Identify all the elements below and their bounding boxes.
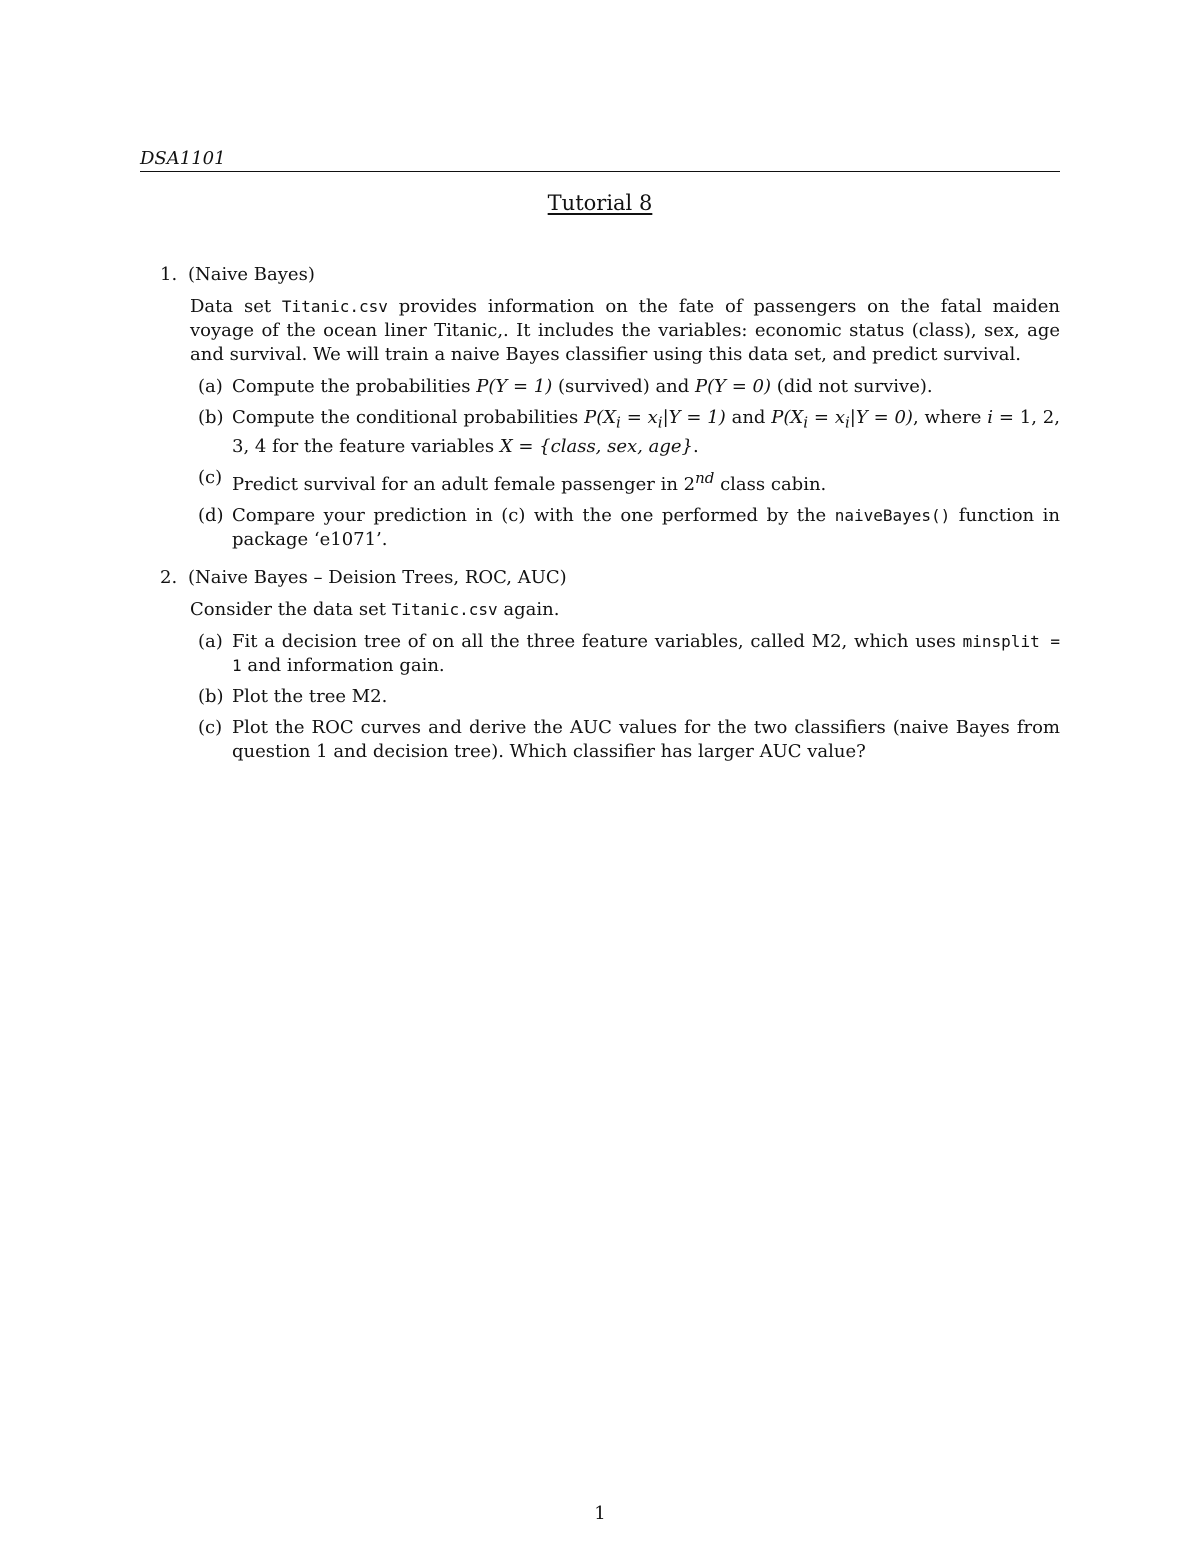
part-label: (c): [198, 717, 223, 738]
intro-text: provides information on the fate of passengers on the fatal maiden voyage of the ocean liner Titanic,. It includes the variables: economic status (class), sex, age and survival. We will train a naive Bayes classifier using this data set, and predict survival.: [190, 296, 1061, 365]
page-number: 1: [594, 1503, 606, 1524]
part-label: (d): [198, 504, 224, 526]
math-expression: i: [987, 407, 994, 428]
intro-text: Data set: [190, 296, 282, 317]
function-name: naiveBayes(): [834, 505, 951, 525]
part-text: Compute the conditional probabilities: [232, 407, 585, 428]
math-expression: X = {class, sex, age}: [499, 435, 693, 457]
dataset-filename: Titanic.csv: [281, 297, 388, 316]
part-1c: [198, 466, 1060, 497]
part-1d: [198, 504, 1060, 552]
question-1-heading: [160, 263, 1060, 287]
part-text: .: [692, 435, 699, 457]
part-2b: [198, 685, 1060, 709]
question-1-parts: [160, 375, 1060, 552]
document-title: [0, 191, 1200, 215]
part-text: class cabin.: [714, 473, 827, 495]
parameter-code: minsplit = 1: [232, 632, 1060, 675]
question-number: 2.: [160, 567, 178, 588]
course-code: DSA1101: [140, 148, 226, 169]
part-text: Plot the tree M2.: [232, 686, 388, 707]
question-title: (Naive Bayes – Deision Trees, ROC, AUC): [188, 567, 567, 588]
math-expression: $P(X_i = x_i|Y = 0)$: [771, 407, 913, 432]
math-expression: P(Y = 1): [476, 376, 553, 397]
part-1a: [198, 375, 1060, 399]
question-1-intro: [190, 295, 1060, 367]
part-text: and: [725, 407, 772, 428]
part-label: (b): [198, 686, 224, 707]
intro-text: again.: [497, 599, 560, 620]
part-label: (a): [198, 376, 223, 397]
page-header: [140, 147, 1060, 172]
math-expression: P(Y = 0): [695, 376, 772, 397]
question-2-heading: [160, 566, 1060, 590]
part-text: Plot the ROC curves and derive the AUC values for the two classifiers (naive Bayes from question 1 and decision tree). Which classifier has larger AUC value?: [232, 717, 1060, 762]
part-label: (c): [198, 466, 223, 488]
part-text: , where: [912, 407, 988, 428]
part-text: and information gain.: [241, 655, 445, 676]
question-number: 1.: [160, 264, 178, 285]
part-text: (survived) and: [552, 376, 696, 397]
part-text: = 1, 2, 3, 4 for the feature variables: [232, 407, 1060, 457]
part-text: (did not survive).: [771, 376, 933, 397]
question-2: [160, 566, 1060, 771]
part-2c: [198, 716, 1060, 764]
superscript: nd: [695, 468, 715, 487]
part-1b: [198, 406, 1060, 459]
part-label: (a): [198, 631, 223, 652]
part-text: Compare your prediction in (c) with the one performed by the: [232, 504, 835, 526]
part-label: (b): [198, 407, 224, 428]
question-2-intro: [190, 598, 1060, 622]
math-expression: $P(X_i = x_i|Y = 1)$: [584, 407, 726, 432]
dataset-filename: Titanic.csv: [391, 600, 498, 619]
question-2-parts: [160, 630, 1060, 764]
intro-text: Consider the data set: [190, 599, 392, 620]
part-text: Compute the probabilities: [232, 376, 477, 397]
document-title-text: Tutorial 8: [547, 191, 653, 215]
part-text: function in package ‘e1071’.: [232, 504, 1060, 550]
question-title: (Naive Bayes): [188, 264, 315, 285]
part-text: Fit a decision tree of on all the three feature variables, called M2, which uses: [232, 631, 963, 652]
part-2a: [198, 630, 1060, 678]
part-text: Predict survival for an adult female passenger in 2: [232, 473, 696, 495]
question-1: [160, 263, 1060, 559]
